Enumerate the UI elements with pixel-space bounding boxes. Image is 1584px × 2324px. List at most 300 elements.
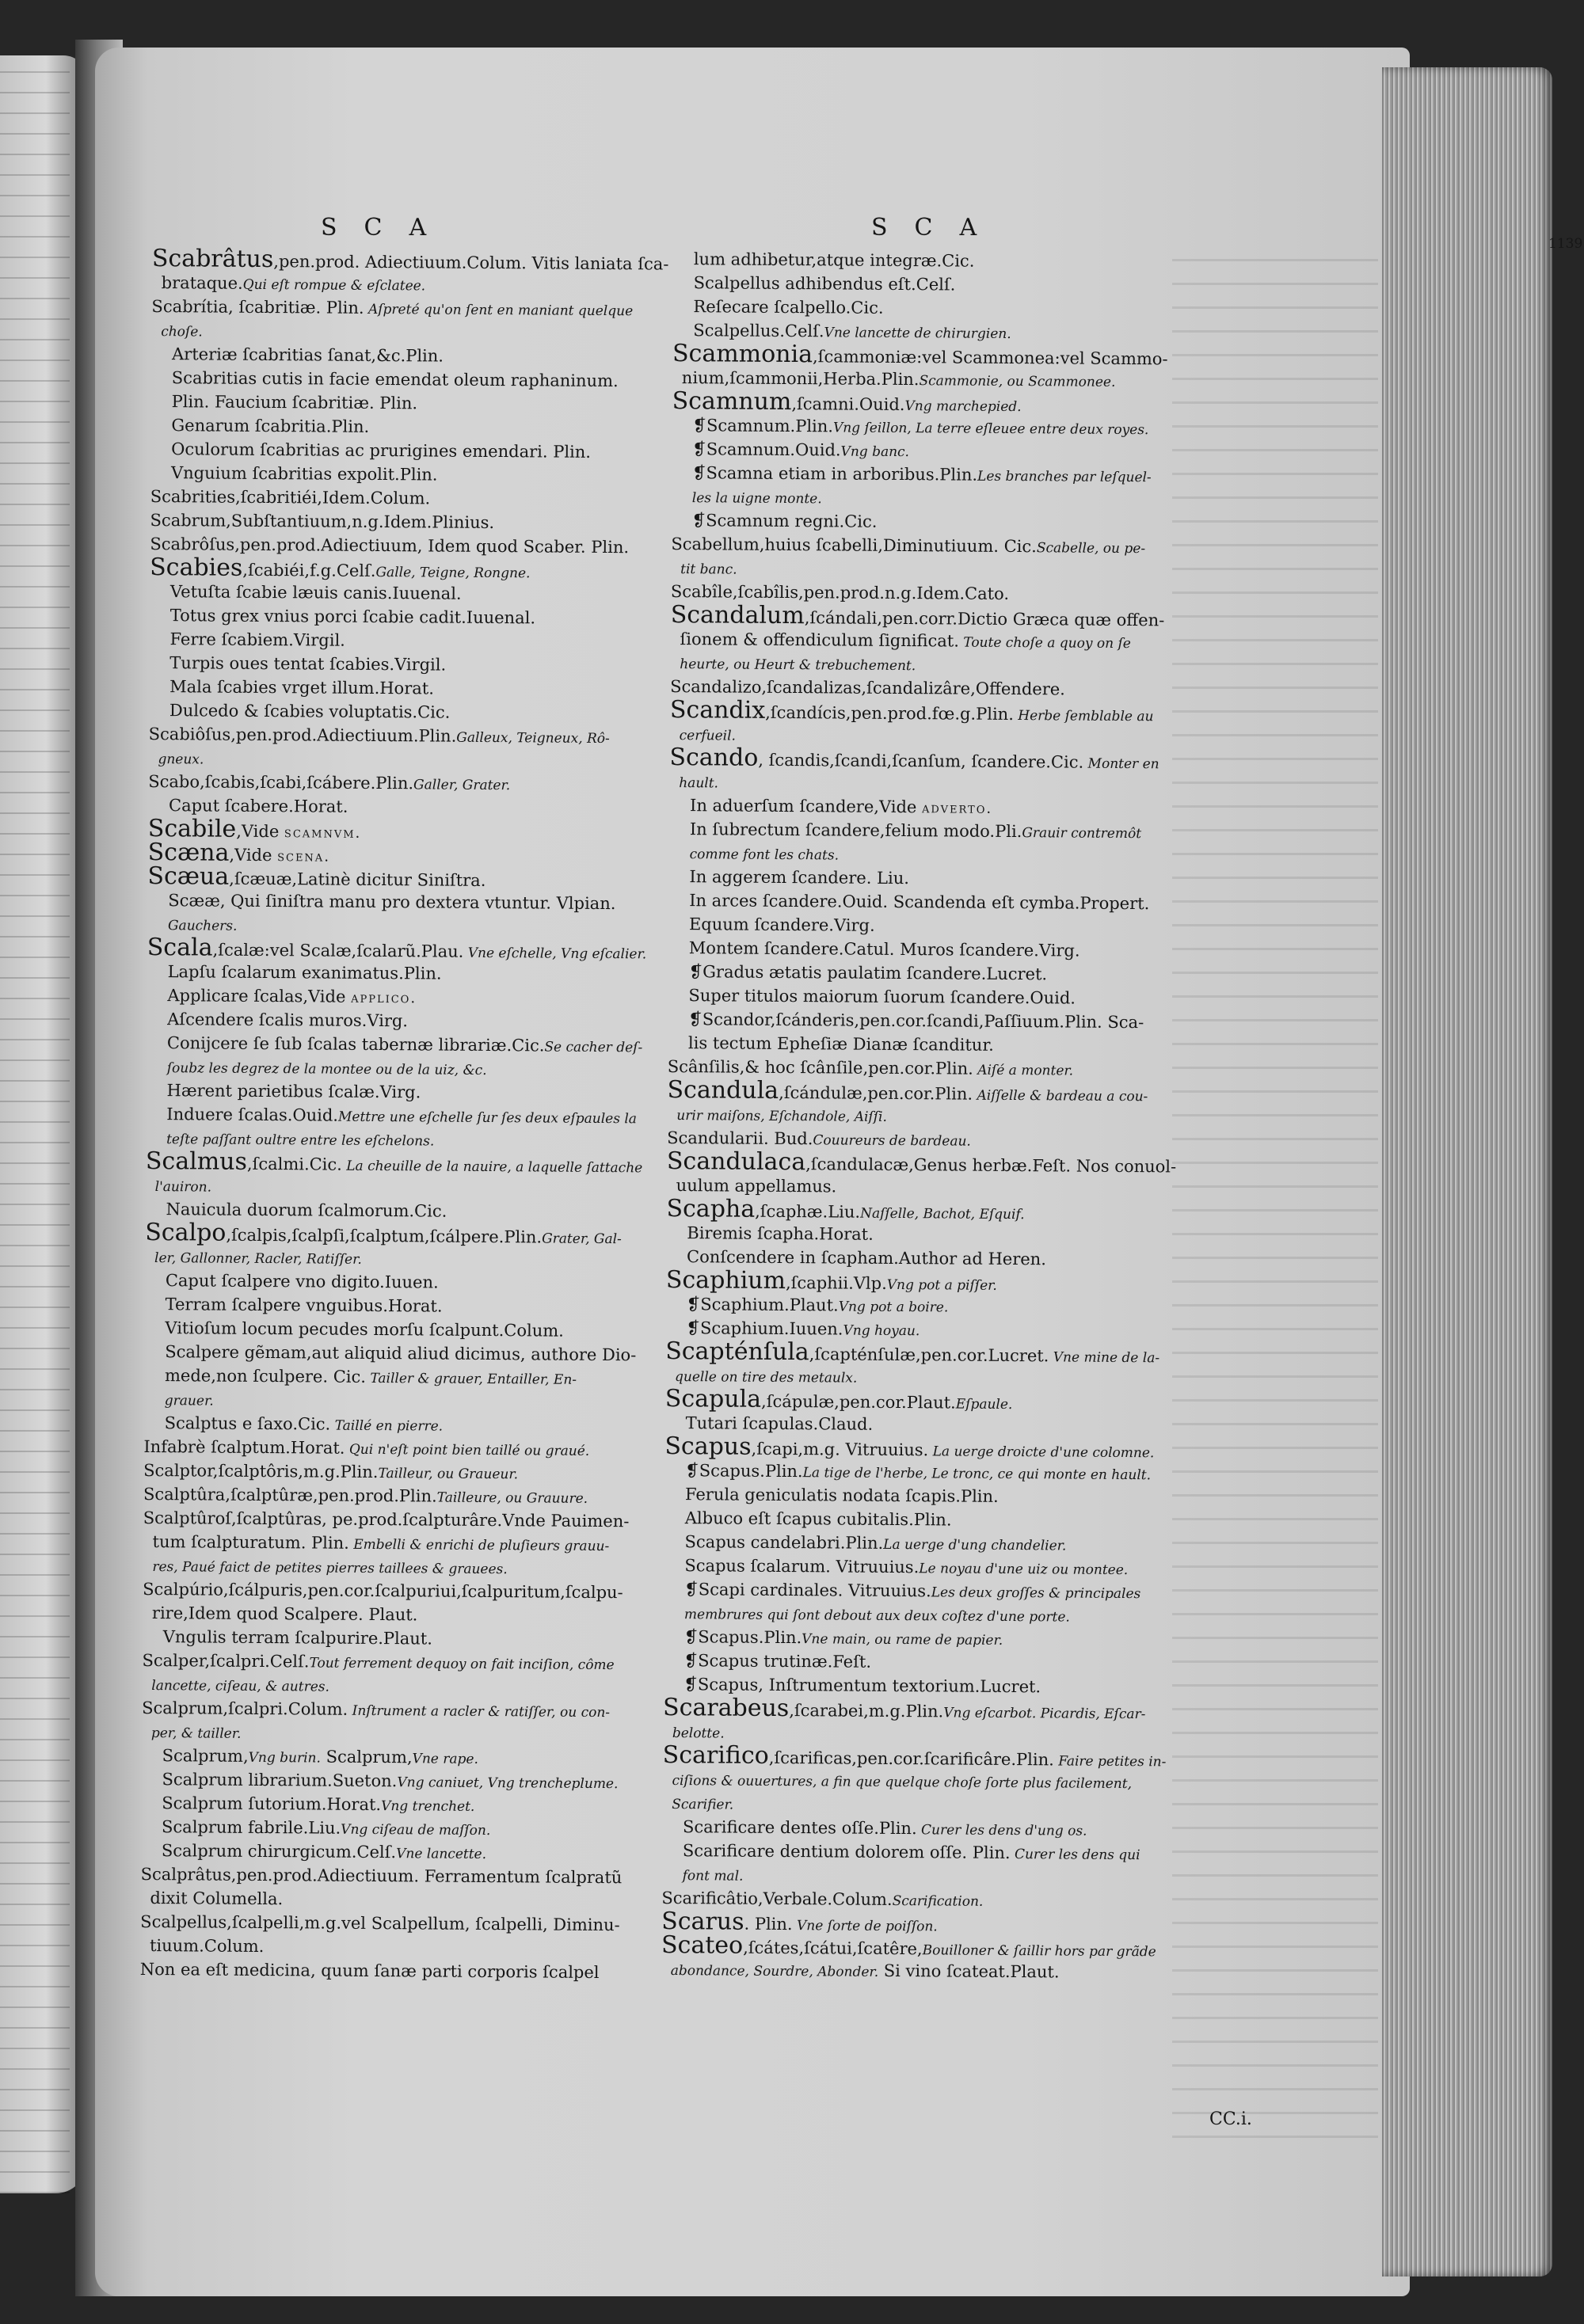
dictionary-line [667, 1075, 1178, 1106]
french-gloss: choſe. [161, 324, 203, 340]
french-gloss: Aiſſelle & bardeau a cou- [973, 1087, 1148, 1105]
french-gloss: Monter en [1083, 755, 1159, 773]
french-gloss: per, & tailler. [150, 1725, 242, 1742]
dictionary-line [665, 1265, 1177, 1296]
latin-text: Reſecare ſcalpello.Cic. [693, 297, 884, 318]
french-gloss: La cheuille de la nauire, a laquelle ſattache [341, 1158, 643, 1177]
french-gloss: Vng caniuet, Vng trencheplume. [397, 1774, 619, 1793]
dictionary-line [150, 413, 640, 440]
french-gloss: La uerge d'ung chandelier. [883, 1536, 1067, 1554]
headword: Scaphium [665, 1265, 786, 1295]
dictionary-line [666, 1221, 1177, 1249]
latin-text: Arteriæ ſcabritias ſanat,&c.Plin. [171, 344, 444, 366]
headword: Scabrâtus [151, 245, 274, 274]
latin-text: Vitioſum locum pecudes morſu ſcalpunt.Colum. [165, 1318, 564, 1341]
dictionary-line [143, 1530, 632, 1557]
dictionary-line [150, 485, 640, 512]
dictionary-line [668, 1031, 1178, 1059]
french-gloss: Vne main, ou rame de papier. [802, 1631, 1003, 1649]
dictionary-line [672, 413, 1182, 441]
headword: Scammonia [672, 339, 813, 369]
french-gloss: tit banc. [680, 561, 737, 578]
dictionary-line [666, 1147, 1178, 1177]
latin-text: Scalprum fabrile.Liu. [161, 1817, 341, 1838]
french-gloss: Vng marchepied. [904, 398, 1022, 416]
dictionary-line [150, 437, 640, 464]
dictionary-line [142, 1720, 631, 1747]
french-gloss: Les branches par leſquel- [977, 468, 1152, 486]
dictionary-line [670, 651, 1181, 679]
headword: Scarus [661, 1907, 744, 1936]
french-gloss: Taillé en pierre. [330, 1417, 444, 1435]
latin-text: Ferula geniculatis nodata ſcapis.Plin. [684, 1485, 999, 1506]
headword: Scabies [150, 553, 243, 582]
latin-text: Biremis ſcapha.Horat. [687, 1223, 874, 1244]
dictionary-line [662, 1862, 1173, 1890]
latin-text: Induere ſcalas.Ouid. [166, 1105, 339, 1125]
headword: Scando [669, 743, 759, 772]
french-gloss: Embelli & enrichi de pluſieurs grauu- [348, 1536, 610, 1555]
french-gloss: grauer. [164, 1393, 214, 1409]
french-gloss: urir maiſons, Eſchandole, Aiſſi. [676, 1108, 887, 1125]
dictionary-line [664, 1554, 1175, 1581]
french-gloss: quelle on tire des metaulx. [674, 1369, 858, 1386]
latin-text: Scapus candelabri.Plin. [684, 1532, 884, 1553]
dictionary-line [147, 1007, 636, 1034]
latin-text: Ferre ſcabiem.Virgil. [169, 629, 345, 650]
dictionary-line [150, 603, 639, 630]
latin-text: nium,ſcammonii,Herba.Plin. [681, 368, 920, 390]
french-gloss: Eſpaule. [955, 1396, 1013, 1413]
dictionary-line [671, 532, 1182, 560]
french-gloss: l'auiron. [154, 1179, 212, 1196]
dictionary-line [142, 1649, 631, 1675]
dictionary-line [151, 318, 641, 345]
headword: Scalmus [145, 1147, 248, 1176]
french-gloss: Grauir contremôt [1022, 825, 1142, 842]
latin-text: In ſubrectum ſcandere,felium modo.Pli. [689, 820, 1022, 842]
latin-text: ,ſcalmi.Cic. [246, 1154, 342, 1174]
dictionary-line [661, 1957, 1172, 1985]
dictionary-line [671, 556, 1182, 584]
dictionary-line [143, 1435, 633, 1462]
latin-text: Scalpere gẽmam,aut aliquid aliud dicimus, authore Dio- [165, 1342, 637, 1365]
french-gloss: Scabelle, ou pe- [1036, 540, 1146, 557]
latin-text: tiuum.Colum. [149, 1936, 265, 1957]
dictionary-line [666, 1292, 1177, 1320]
dictionary-line [670, 600, 1182, 631]
dictionary-line [668, 865, 1179, 892]
dictionary-line [150, 508, 639, 535]
latin-text: Scalpúrio,ſcálpuris,pen.cor.ſcalpuriui,ſcalpuritum,ſcalpu- [143, 1579, 623, 1603]
dictionary-line [142, 1696, 631, 1723]
dictionary-line [149, 698, 638, 725]
french-gloss: Galleux, Teigneux, Rô- [456, 729, 610, 747]
latin-text: dixit Columella. [150, 1888, 284, 1909]
french-gloss: Scarifier. [672, 1797, 734, 1813]
french-gloss: Grater, Gal- [542, 1230, 622, 1248]
french-gloss: Curer les dens qui [1010, 1847, 1140, 1864]
french-gloss: teſte paſſant oultre entre les eſchelons. [166, 1132, 435, 1150]
french-gloss: La uerge droicte d'une colomne. [928, 1443, 1155, 1462]
dictionary-line [149, 627, 638, 654]
dictionary-line [144, 1340, 637, 1367]
latin-text: Scabrum,Subſtantiuum,n.g.Idem.Plinius. [150, 510, 495, 533]
dictionary-line [143, 1506, 633, 1533]
latin-text: ❡Scapus.Plin. [683, 1627, 802, 1648]
dictionary-line [141, 1791, 630, 1818]
french-gloss: Vne lancette de chirurgien. [824, 325, 1011, 342]
dictionary-line [145, 1218, 634, 1248]
dictionary-line [673, 271, 1184, 299]
latin-text: tum ſcalpturatum. Plin. [152, 1532, 349, 1553]
french-gloss: Qui eſt rompue & eſclatee. [242, 276, 426, 295]
french-gloss: membrures qui ſont debout aux deux coſtez d'une porte. [683, 1607, 1070, 1626]
dictionary-line [140, 1934, 630, 1961]
french-gloss: ciſions & ouuertures, a fin que quelque choſe ſorte plus facilement, [672, 1773, 1133, 1793]
dictionary-line [662, 1767, 1173, 1795]
french-gloss: Qui n'eſt point bien taillé ou graué. [345, 1441, 590, 1459]
dictionary-line [668, 936, 1179, 964]
dictionary-line [147, 933, 647, 963]
dictionary-line [141, 1767, 630, 1794]
latin-text: Lapſu ſcalarum exanimatus.Plin. [167, 962, 442, 983]
dictionary-line [662, 1815, 1173, 1843]
latin-text: ,ſcaphii.Vlp. [785, 1273, 887, 1293]
headword: Scala [147, 933, 213, 962]
french-gloss: Inſtrument a racler & ratiſſer, ou con- [348, 1702, 611, 1721]
dictionary-line [668, 983, 1178, 1011]
latin-text: Scalprâtus,pen.prod.Adiectiuum. Ferramentum ſcalpratũ [140, 1864, 623, 1888]
latin-text: Conſcendere in ſcapham.Author ad Heren. [687, 1247, 1047, 1269]
french-gloss: Scammonie, ou Scammonee. [919, 373, 1116, 390]
headword: Scandula [667, 1075, 779, 1105]
latin-text: lum adhibetur,atque integræ.Cic. [693, 249, 975, 271]
dictionary-line [672, 386, 1183, 417]
latin-text: ,ſcalpis,ſcalpſi,ſcalptum,ſcálpere.Plin. [226, 1225, 543, 1247]
french-gloss: Gauchers. [167, 918, 238, 934]
french-gloss: Naſſelle, Bachot, Eſquif. [860, 1205, 1025, 1223]
dictionary-line [151, 245, 669, 274]
dictionary-line [147, 1055, 636, 1082]
latin-text: Nauicula duorum ſcalmorum.Cic. [166, 1200, 447, 1221]
latin-text: ❡Scaphium.Iuuen. [686, 1318, 843, 1339]
latin-text: ❡Scapus.Plin. [685, 1461, 803, 1482]
french-gloss: res, Paué faict de petites pierres taillees & grauees. [152, 1559, 508, 1578]
french-gloss: Vng ſeillon, La terre eſleuee entre deux royes. [832, 420, 1149, 439]
latin-text: Oculorum ſcabritias ac prurigines emendari. Plin. [171, 439, 592, 462]
latin-text: ,Vide [229, 845, 278, 865]
dictionary-line [150, 580, 639, 607]
dictionary-line [146, 1102, 638, 1129]
french-gloss: lancette, ciſeau, & autres. [151, 1678, 329, 1695]
latin-text: Scalprum ſutorium.Horat. [162, 1793, 382, 1815]
french-gloss: Tout ferrement dequoy on fait inciſion, côme [309, 1655, 615, 1674]
dictionary-line [151, 390, 641, 416]
french-gloss: Galle, Teigne, Rongne. [375, 564, 531, 582]
french-gloss: Tailler & grauer, Entailler, En- [365, 1370, 577, 1388]
latin-text: , ſcandis,ſcandi,ſcanſum, ſcandere.Cic. [758, 750, 1084, 772]
latin-text: Scabrities,ſcabritiéi,Idem.Colum. [150, 486, 431, 508]
dictionary-line [668, 888, 1179, 916]
headword: Scarabeus [663, 1693, 790, 1723]
dictionary-line [144, 1364, 634, 1390]
latin-text: ,ſcæuæ,Latinè dicitur Siniſtra. [229, 869, 486, 890]
french-gloss: La tige de l'herbe, Le tronc, ce qui monte en hault. [802, 1465, 1152, 1484]
latin-text: Super titulos maiorum ſuorum ſcandere.Ouid. [688, 986, 1076, 1008]
dictionary-line [150, 461, 640, 488]
latin-text: ❡Scaphium.Plaut. [686, 1295, 839, 1315]
dictionary-line [147, 983, 636, 1010]
dictionary-line [149, 722, 638, 749]
latin-text: Scalprum, [162, 1746, 249, 1766]
dictionary-line [146, 1078, 635, 1105]
latin-text: Totus grex vnius porci ſcabie cadit.Iuuenal. [169, 606, 536, 628]
latin-text: Caput ſcabere.Horat. [168, 796, 348, 816]
dictionary-line [672, 295, 1183, 322]
dictionary-line [146, 1173, 635, 1200]
dictionary-line [672, 339, 1183, 370]
latin-text: ,ſcápulæ,pen.cor.Plaut. [760, 1391, 956, 1413]
dictionary-line [140, 1910, 630, 1937]
latin-text: Scalprum chirurgicum.Celſ. [161, 1841, 397, 1862]
dictionary-line [669, 817, 1180, 845]
latin-text: Scânſilis,& hoc ſcânſile,pen.cor.Plin. [667, 1056, 973, 1078]
headword: Scæua [147, 862, 230, 891]
french-gloss: heurte, ou Heurt & trebuchement. [680, 656, 916, 675]
french-gloss: Scarification. [892, 1892, 984, 1910]
latin-text: ,ſcamni.Ouid. [791, 394, 905, 415]
dictionary-line [662, 1839, 1173, 1866]
left-page-text-shadow [0, 55, 70, 2193]
cross-reference: applico. [351, 989, 417, 1007]
dictionary-line [144, 1387, 634, 1414]
dictionary-line [664, 1577, 1175, 1605]
latin-text: Scabo,ſcabis,ſcabi,ſcábere.Plin. [148, 771, 414, 793]
latin-text: ,pen.prod. Adiectiuum.Colum. Vitis laniata ſca- [273, 252, 669, 274]
latin-text: Scalptor,ſcalptôris,m.g.Plin. [143, 1460, 379, 1482]
headword: Scarifico [662, 1740, 769, 1770]
dictionary-line [669, 841, 1180, 869]
dictionary-line [147, 1031, 643, 1058]
running-header-right: SCA [871, 214, 1004, 242]
french-gloss: Faire petites in- [1053, 1753, 1167, 1771]
dictionary-line [664, 1530, 1175, 1558]
latin-text: . Plin. [744, 1914, 793, 1934]
french-gloss: Vng ciſeau de maſſon. [341, 1821, 491, 1839]
latin-text: Scalprum,ſcalpri.Colum. [142, 1698, 348, 1719]
french-gloss: Galler, Grater. [413, 777, 511, 794]
french-gloss: Tailleure, ou Grauure. [436, 1489, 588, 1507]
latin-text: Mala ſcabies vrget illum.Horat. [169, 677, 435, 698]
french-gloss: Tailleur, ou Graueur. [378, 1466, 519, 1483]
latin-text: Scarificâtio,Verbale.Colum. [661, 1888, 893, 1909]
latin-text: Scabiôſus,pen.prod.Adiectiuum.Plin. [148, 724, 457, 746]
latin-text: Caput ſcalpere vno digito.Iuuen. [165, 1271, 439, 1292]
latin-text: Scarificare dentium dolorem oſſe. Plin. [682, 1841, 1011, 1863]
dictionary-line [145, 1292, 634, 1319]
latin-text: ❡Gradus ætatis paulatim ſcandere.Lucret. [688, 962, 1048, 984]
latin-text: mede,non ſculpere. Cic. [164, 1366, 367, 1386]
latin-text: Vetuſta ſcabie læuis canis.Iuuenal. [169, 582, 462, 603]
cross-reference: scena. [277, 848, 331, 865]
dictionary-line [673, 247, 1184, 275]
dictionary-line [671, 508, 1182, 536]
french-gloss: Vng banc. [840, 443, 910, 461]
latin-text: Scabellum,huius ſcabelli,Diminutiuum. Cic. [671, 534, 1037, 557]
latin-text: ❡Scamnum.Ouid. [692, 439, 841, 460]
french-gloss: gneux. [158, 751, 204, 768]
latin-text: ❡Scamnum.Plin. [692, 416, 834, 436]
dictionary-line [147, 862, 637, 892]
latin-text: Scabîle,ſcabîlis,pen.prod.n.g.Idem.Cato. [670, 581, 1010, 603]
latin-text: Albuco eſt ſcapus cubitalis.Plin. [684, 1508, 952, 1530]
dictionary-line [147, 888, 637, 915]
latin-text: Scææ, Qui ſiniſtra manu pro dextera vtuntur. Vlpian. [168, 891, 616, 914]
dictionary-line [668, 960, 1179, 987]
latin-text: Scalptûroſ,ſcalptûras, pe.prod.ſcalpturâre.Vnde Pauimen- [143, 1508, 630, 1531]
latin-text: Scalpellus adhibendus eſt.Celſ. [693, 273, 956, 295]
dictionary-line [142, 1672, 631, 1699]
latin-text: ,ſcabiéi,f.g.Celſ. [242, 560, 376, 580]
latin-text: ,ſcarificas,pen.cor.ſcarificâre.Plin. [768, 1748, 1054, 1770]
dictionary-line [672, 461, 1182, 489]
left-text-column [139, 245, 669, 1984]
dictionary-line [662, 1791, 1173, 1819]
dictionary-line [151, 342, 641, 369]
french-gloss: Aiſé a monter. [973, 1062, 1074, 1079]
latin-text: Equum ſcandere.Virg. [688, 915, 875, 935]
dictionary-line [666, 1194, 1177, 1225]
latin-text: Scalptûra,ſcalptûræ,pen.prod.Plin. [143, 1484, 437, 1506]
dictionary-line [668, 912, 1179, 940]
french-gloss: Couureurs de bardeau. [813, 1132, 971, 1150]
latin-text: Plin. Faucium ſcabritiæ. Plin. [171, 392, 418, 413]
headword: Scapus [664, 1432, 752, 1461]
french-gloss: Mettre une eſchelle ſur ſes deux eſpaules la [337, 1109, 638, 1128]
french-gloss: Vne ſorte de poiſſon. [792, 1918, 938, 1935]
dictionary-line [144, 1316, 634, 1343]
french-gloss: Vng pot a boire. [838, 1299, 949, 1316]
latin-text: Scalprum librarium.Sueton. [162, 1770, 398, 1791]
french-gloss: Bouilloner & ſaillir hors par grãde [922, 1942, 1156, 1961]
dictionary-line [143, 1601, 632, 1628]
latin-text: Turpis oues tentat ſcabies.Virgil. [169, 653, 447, 675]
headword: Scandalum [670, 600, 805, 630]
latin-text: ,ſcammoniæ:vel Scammonea:vel Scammo- [812, 347, 1168, 369]
latin-text: ❡Scapi cardinales. Vitruuius. [684, 1580, 931, 1601]
headword: Scalpo [145, 1218, 227, 1247]
latin-text: ,ſcándali,pen.corr.Dictio Græca quæ offen- [804, 608, 1165, 630]
dictionary-line [149, 651, 638, 678]
dictionary-line [669, 793, 1180, 821]
latin-text: Scabritias cutis in facie emendat oleum raphaninum. [171, 368, 619, 391]
latin-text: ,ſcapi,m.g. Vitruuius. [751, 1439, 929, 1460]
latin-text: ,ſcandícis,pen.prod.fœ.g.Plin. [765, 702, 1015, 725]
show-through-text [1172, 238, 1378, 2138]
dictionary-line [143, 1625, 632, 1652]
page-edges [1382, 67, 1552, 2276]
latin-text: Terram ſcalpere vnguibus.Horat. [165, 1295, 443, 1316]
dictionary-line [145, 1245, 634, 1272]
dictionary-line [143, 1554, 632, 1580]
french-gloss: Vne lancette. [396, 1846, 487, 1862]
headword: Scabile [147, 814, 237, 843]
headword: Scapténſula [665, 1337, 809, 1367]
french-gloss: Vne mine de la- [1049, 1349, 1160, 1367]
dictionary-line [668, 1007, 1178, 1035]
dictionary-line [151, 295, 641, 321]
latin-text: Tutari ſcapulas.Claud. [685, 1413, 874, 1434]
latin-text: Si vino ſcateat.Plaut. [878, 1961, 1060, 1982]
dictionary-line [672, 485, 1182, 512]
dictionary-line [661, 1930, 1172, 1961]
signature-mark: CC.i. [1209, 2109, 1252, 2129]
latin-text: Scalpellus,ſcalpelli,m.g.vel Scalpellum, ſcalpelli, Diminu- [140, 1911, 620, 1935]
latin-text: Genarum ſcabritia.Plin. [171, 416, 370, 436]
dictionary-line [664, 1459, 1175, 1486]
latin-text: Scabrítia, ſcabritiæ. Plin. [151, 296, 364, 318]
dictionary-line [664, 1601, 1175, 1629]
french-gloss: Vng pot a piſſer. [886, 1276, 997, 1294]
latin-text: Conijcere ſe ſub ſcalas tabernæ librariæ.Cic. [166, 1033, 545, 1055]
french-gloss: Le noyau d'une uiz ou montee. [919, 1561, 1129, 1579]
french-gloss: Curer les dens d'ung os. [916, 1822, 1087, 1839]
latin-text: Montem ſcandere.Catul. Muros ſcandere.Virg. [688, 938, 1080, 960]
dictionary-line [147, 960, 637, 987]
french-gloss: ſoubz les degrez de la montee ou de la uiz, &c. [166, 1060, 487, 1078]
headword: Scapula [664, 1384, 762, 1413]
dictionary-line [669, 770, 1180, 797]
latin-text: ſionem & offendiculum ſignificat. [680, 629, 960, 651]
dictionary-line [150, 553, 639, 583]
dictionary-line [664, 1506, 1175, 1534]
dictionary-line [145, 1269, 634, 1295]
latin-text: ❡Scamnum regni.Cic. [691, 511, 878, 531]
dictionary-line [667, 1102, 1178, 1130]
latin-text: Applicare ſcalas,Vide [167, 986, 352, 1006]
dictionary-line [665, 1337, 1176, 1367]
headword: Scateo [661, 1930, 744, 1960]
dictionary-line [669, 695, 1181, 726]
latin-text: Scalprum, [320, 1747, 413, 1767]
dictionary-line [141, 1815, 630, 1842]
dictionary-line [672, 437, 1182, 465]
latin-text: In aggerem ſcandere. Liu. [689, 867, 910, 888]
latin-text: ,ſcapténſulæ,pen.cor.Lucret. [809, 1345, 1049, 1366]
french-gloss: font mal. [682, 1868, 744, 1885]
latin-text: In aduerſum ſcandere,Vide [689, 796, 923, 817]
latin-text: ,Vide [236, 821, 285, 842]
latin-text: Scapus ſcalarum. Vitruuius. [684, 1556, 920, 1577]
french-gloss: Vne eſchelle, Vng eſcalier. [463, 945, 647, 963]
dictionary-line [669, 743, 1180, 774]
dictionary-line [662, 1740, 1174, 1771]
latin-text: Scabrôſus,pen.prod.Adiectiuum, Idem quod Scaber. Plin. [150, 534, 630, 557]
dictionary-line [664, 1482, 1175, 1510]
french-gloss: Vng eſcarbot. Picardis, Eſcar- [943, 1705, 1146, 1723]
latin-text: uulum appellamus. [676, 1176, 837, 1196]
latin-text: ,ſcarabei,m.g.Plin. [789, 1701, 944, 1721]
dictionary-line [143, 1577, 632, 1604]
latin-text: ,ſcalæ:vel Scalæ,ſcalarũ.Plau. [212, 940, 464, 961]
latin-text: ,ſcátes,ſcátui,ſcatêre, [743, 1938, 923, 1959]
latin-text: Scalper,ſcalpri.Celſ. [142, 1650, 310, 1672]
dictionary-line [140, 1886, 630, 1913]
french-gloss: Aſpreté qu'on ſent en maniant quelque [364, 301, 634, 320]
page-number: 1139 [1548, 236, 1583, 252]
dictionary-line [141, 1839, 630, 1866]
